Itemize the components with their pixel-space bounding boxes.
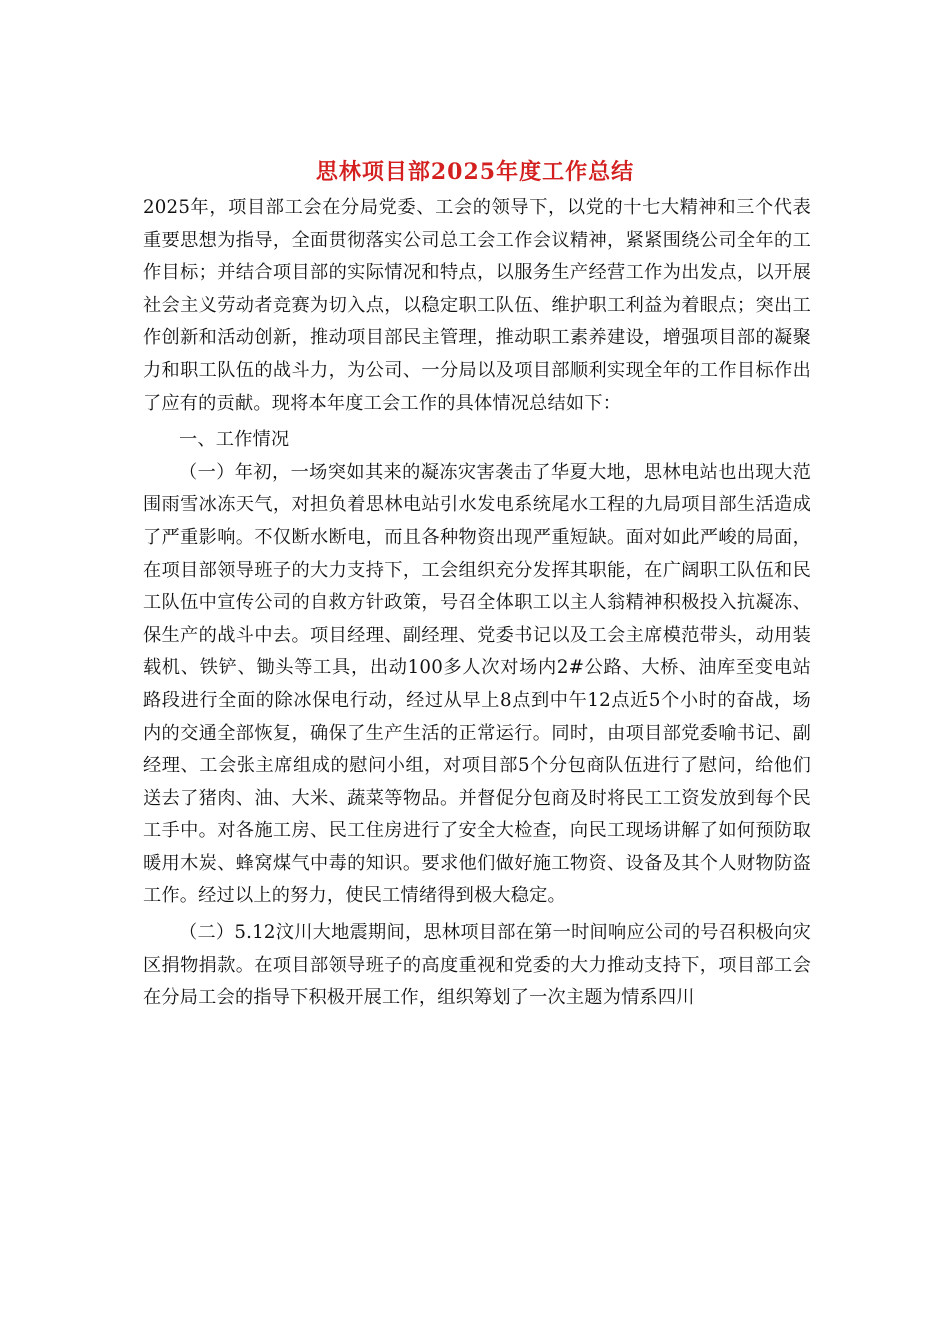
document-title: 思林项目部2025年度工作总结	[315, 159, 635, 185]
intro-paragraph: 2025年，项目部工会在分局党委、工会的领导下，以党的十七大精神和三个代表重要思想为指导，全面贯彻落实公司总工会工作会议精神，紧紧围绕公司全年的工作目标；并结合项目部的实际情况和特点，以服务生产经营工作为出发点，以开展社会主义劳动者竞赛为切入点，以稳定职工队伍、维护职工利益为着眼点；突出工作创新和活动创新，推动项目部民主管理，推动职工素养建设，增强项目部的凝聚力和职工队伍的战斗力，为公司、一分局以及项目部顺利实现全年的工作目标作出了应有的贡献。现将本年度工会工作的具体情况总结如下：	[143, 197, 811, 414]
document-body	[143, 192, 811, 1015]
item-one-paragraph: （一）年初，一场突如其来的凝冻灾害袭击了华夏大地，思林电站也出现大范围雨雪冰冻天气，对担负着思林电站引水发电系统尾水工程的九局项目部生活造成了严重影响。不仅断水断电，而且各种物资出现严重短缺。面对如此严峻的局面，在项目部领导班子的大力支持下，工会组织充分发挥其职能，在广阔职工队伍和民工队伍中宣传公司的自救方针政策，号召全体职工以主人翁精神积极投入抗凝冻、保生产的战斗中去。项目经理、副经理、党委书记以及工会主席模范带头，动用装载机、铁铲、锄头等工具，出动100多人次对场内2#公路、大桥、油库至变电站路段进行全面的除冰保电行动，经过从早上8点到中午12点近5个小时的奋战，场内的交通全部恢复，确保了生产生活的正常运行。同时，由项目部党委喻书记、副经理、工会张主席组成的慰问小组，对项目部5个分包商队伍进行了慰问，给他们送去了猪肉、油、大米、蔬菜等物品。并督促分包商及时将民工工资发放到每个民工手中。对各施工房、民工住房进行了安全大检查，向民工现场讲解了如何预防取暖用木炭、蜂窝煤气中毒的知识。要求他们做好施工物资、设备及其个人财物防盗工作。经过以上的努力，使民工情绪得到极大稳定。	[143, 461, 811, 907]
section-heading-work-status: 一、工作情况	[179, 429, 290, 451]
item-two-paragraph: （二）5.12汶川大地震期间，思林项目部在第一时间响应公司的号召积极向灾区捐物捐款。在项目部领导班子的高度重视和党委的大力推动支持下，项目部工会在分局工会的指导下积极开展工作，组织筹划了一次主题为情系四川	[143, 922, 811, 1009]
